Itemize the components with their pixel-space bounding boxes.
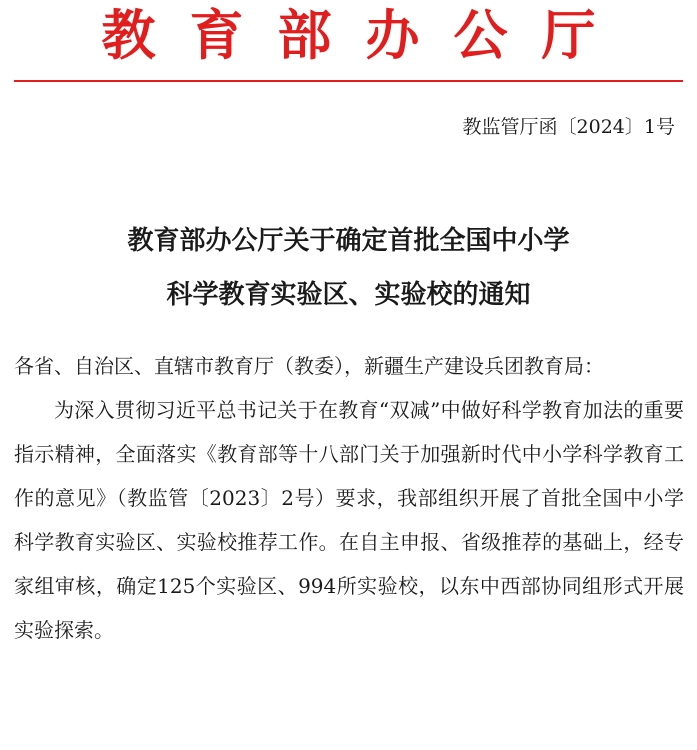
document-body	[14, 344, 684, 652]
issuing-office-header: 教育部办公厅	[101, 3, 630, 67]
salutation: 各省、自治区、直辖市教育厅（教委），新疆生产建设兵团教育局：	[14, 354, 604, 378]
document-title-line-1: 教育部办公厅关于确定首批全国中小学	[127, 226, 570, 256]
header-red-rule	[14, 80, 683, 82]
document-title-line-2: 科学教育实验区、实验校的通知	[166, 280, 531, 310]
document-number: 教监管厅函〔2024〕1号	[462, 116, 675, 138]
body-paragraph-1: 为深入贯彻习近平总书记关于在教育“双减”中做好科学教育加法的重要指示精神，全面落实《教育部等十八部门关于加强新时代中小学科学教育工作的意见》（教监管〔2023〕2号）要求，我部组织开展了首批全国中小学科学教育实验区、实验校推荐工作。在自主申报、省级推荐的基础上，经专家组审核，确定125个实验区、994所实验校，以东中西部协同组形式开展实验探索。	[14, 398, 684, 642]
